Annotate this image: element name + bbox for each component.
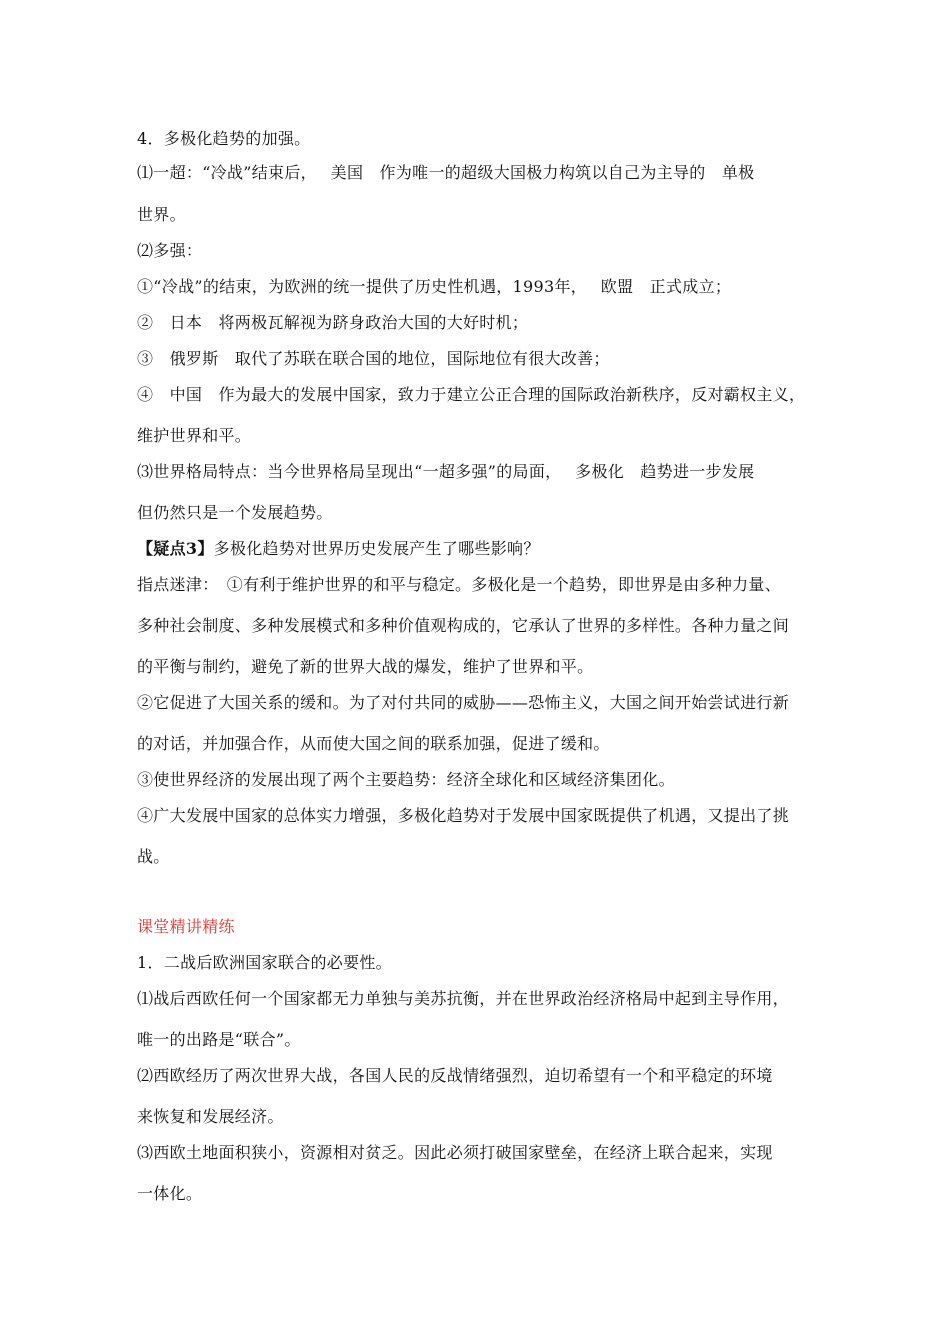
list-item: ④ 中国 作为最大的发展中国家，致力于建立公正合理的国际政治新秩序，反对霸权主义，: [137, 385, 806, 404]
answer-line: 多种社会制度、多种发展模式和多种价值观构成的，它承认了世界的多样性。各种力量之间: [137, 616, 790, 635]
doubt-title-bracket: 【疑点3】: [137, 539, 214, 558]
doubt-title-text: 多极化趋势对世界历史发展产生了哪些影响？: [213, 539, 540, 558]
answer-line: ④广大发展中国家的总体实力增强，多极化趋势对于发展中国家既提供了机遇，又提出了挑: [137, 806, 790, 825]
list-item: 维护世界和平。: [137, 426, 252, 445]
practice-section-title: 课堂精讲精练: [137, 917, 235, 936]
paragraph-line: 来恢复和发展经济。: [137, 1107, 284, 1126]
answer-line: ③使世界经济的发展出现了两个主要趋势：经济全球化和区域经济集团化。: [137, 770, 675, 789]
answer-line: 的平衡与制约，避免了新的世界大战的爆发，维护了世界和平。: [137, 657, 594, 676]
list-item: ①“冷战”的结束，为欧洲的统一提供了历史性机遇，1993年， 欧盟 正式成立；: [137, 277, 732, 296]
answer-line: 的对话，并加强合作，从而使大国之间的联系加强，促进了缓和。: [137, 734, 610, 753]
section-heading: 4．多极化趋势的加强。: [137, 129, 311, 148]
doubt-title: [137, 539, 540, 559]
paragraph-line: ⑵西欧经历了两次世界大战，各国人民的反战情绪强烈，迫切希望有一个和平稳定的环境: [137, 1066, 773, 1085]
paragraph-line: 但仍然只是一个发展趋势。: [137, 503, 333, 522]
paragraph-line: 一体化。: [137, 1184, 203, 1203]
answer-line: 指点迷津： ①有利于维护世界的和平与稳定。多极化是一个趋势，即世界是由多种力量、: [137, 575, 782, 594]
paragraph-line: ⑶世界格局特点：当今世界格局呈现出“一超多强”的局面， 多极化 趋势进一步发展: [137, 462, 755, 481]
answer-line: 战。: [137, 847, 170, 866]
practice-heading: 1．二战后欧洲国家联合的必要性。: [137, 953, 392, 972]
paragraph-line: 世界。: [137, 205, 186, 224]
paragraph-line: ⑴战后西欧任何一个国家都无力单独与美苏抗衡，并在世界政治经济格局中起到主导作用，: [137, 989, 790, 1008]
paragraph-line: 唯一的出路是“联合”。: [137, 1030, 301, 1049]
answer-line: ②它促进了大国关系的缓和。为了对付共同的威胁——恐怖主义，大国之间开始尝试进行新: [137, 693, 790, 712]
paragraph-line: ⑴一超：“冷战”结束后， 美国 作为唯一的超级大国极力构筑以自己为主导的 单极: [137, 163, 755, 182]
paragraph-line: ⑶西欧土地面积狭小，资源相对贫乏。因此必须打破国家壁垒，在经济上联合起来，实现: [137, 1143, 773, 1162]
list-item: ③ 俄罗斯 取代了苏联在联合国的地位，国际地位有很大改善；: [137, 349, 610, 368]
paragraph-line: ⑵多强：: [137, 241, 203, 260]
list-item: ② 日本 将两极瓦解视为跻身政治大国的大好时机；: [137, 313, 529, 332]
